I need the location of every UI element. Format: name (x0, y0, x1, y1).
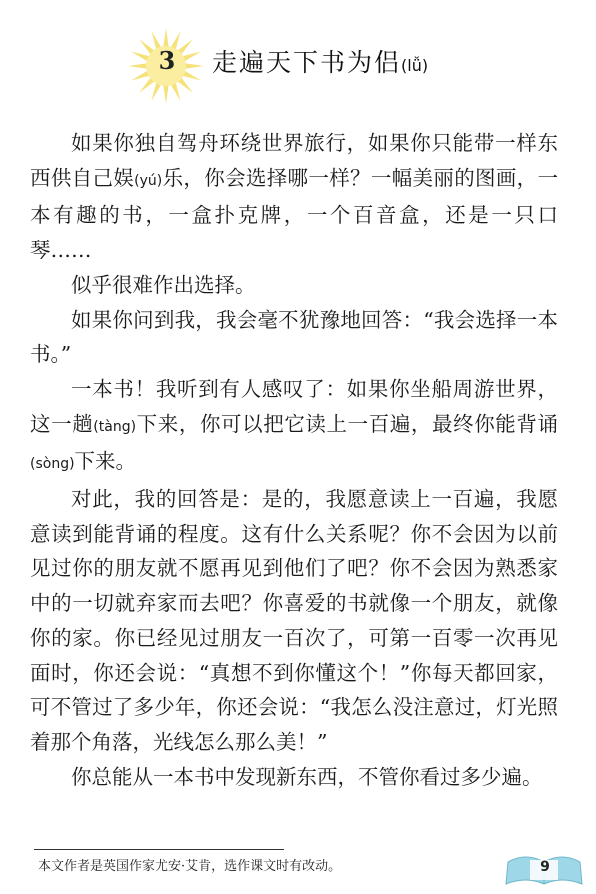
paragraph-4 (30, 372, 558, 482)
text-run: 似乎很难作出选择。 (71, 272, 256, 297)
article-body (30, 126, 558, 794)
paragraph-3 (30, 303, 558, 372)
title-pinyin: (lǚ) (401, 56, 429, 75)
paragraph-5 (30, 482, 558, 760)
footnote-divider (34, 849, 284, 850)
text-run: 如果你独自驾舟环绕世界旅行，如果你只能带一样东西供自己娱 (30, 131, 558, 190)
page-title (212, 43, 428, 79)
text-run: 乐，你会选择哪一样？一幅美丽的图画，一本有趣的书，一盒扑克牌，一个百音盒，还是一只口琴…… (30, 165, 559, 263)
footnote: 本文作者是英国作家尤安·艾肯，选作课文时有改动。 (38, 859, 342, 874)
title-text: 走遍天下书为侣 (212, 48, 402, 77)
text-run: 对此，我的回答是：是的，我愿意读上一百遍，我愿意读到能背诵的程度。这有什么关系呢？你不会因为以前见过你的朋友就不愿再见到他们了吧？你不会因为熟悉家中的一切就弃家而去吧？你喜爱的书就像一个朋友，就像你的家。你已经见过朋友一百次了，可第一百零一次再见面时，你还会说：“真想不到你懂这个！”你每天都回家，可不管过了多少年，你还会说：“我怎么没注意过，灯光照着那个角落，光线怎么那么美！” (30, 487, 558, 754)
text-run: 下来，你可以把它读上一百遍，最终你能背诵 (136, 411, 559, 436)
pinyin-annotation: (yú) (134, 172, 163, 189)
page-number: 9 (540, 859, 550, 875)
lesson-header (0, 0, 596, 120)
text-run: 如果你问到我，我会毫不犹豫地回答：“我会选择一本书。” (30, 307, 558, 367)
pinyin-annotation: (tàng) (93, 418, 137, 435)
text-run: 你总能从一本书中发现新东西，不管你看过多少遍。 (71, 764, 543, 789)
text-run: 一本书！我听到有人感叹了：如果你坐船周游世界，这一趟 (30, 376, 558, 436)
paragraph-1 (30, 126, 558, 268)
pinyin-annotation: (sòng) (30, 456, 75, 473)
paragraph-2 (30, 268, 558, 303)
lesson-number: 3 (158, 46, 176, 75)
text-run: 下来。 (74, 449, 137, 474)
paragraph-6 (30, 760, 558, 795)
